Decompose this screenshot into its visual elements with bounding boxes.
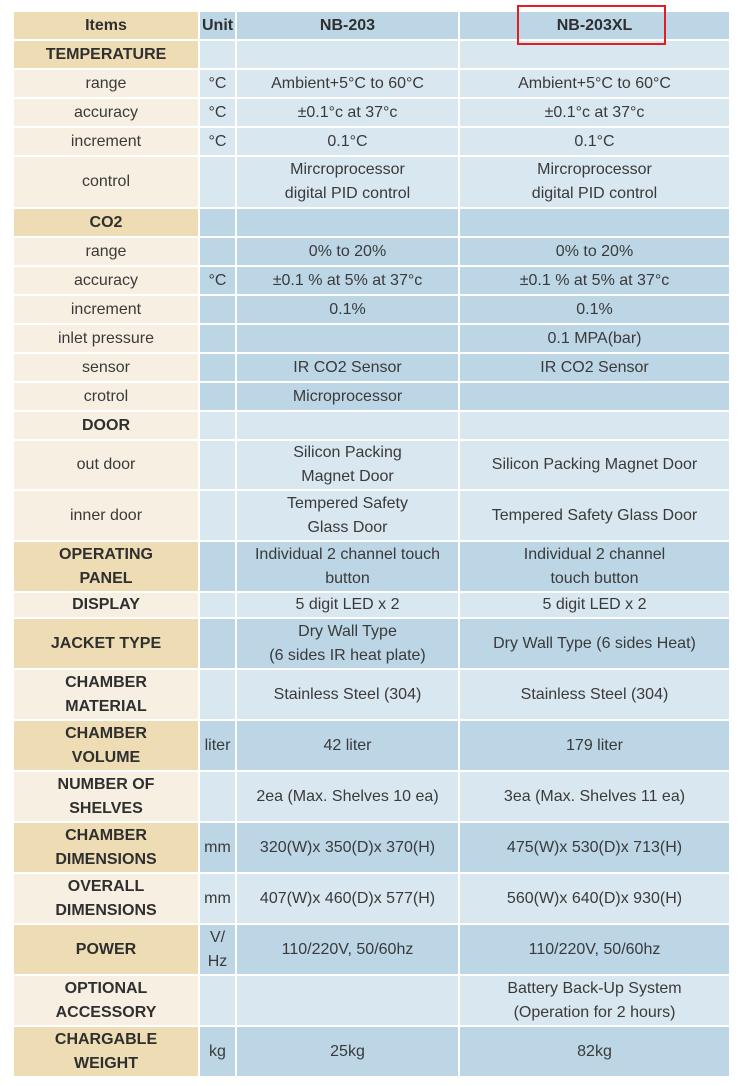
header-items: Items — [14, 12, 198, 39]
table-row — [14, 383, 729, 410]
row-label: CHARGABLE WEIGHT — [14, 1027, 198, 1076]
row-label: increment — [14, 128, 198, 155]
row-label: increment — [14, 296, 198, 323]
spec-table — [12, 10, 731, 1078]
row-label: out door — [14, 441, 198, 489]
cell-model-a: 0.1°C — [237, 128, 458, 155]
section-door: DOOR — [14, 412, 198, 439]
row-label: sensor — [14, 354, 198, 381]
cell-model-a: Individual 2 channel touch button — [237, 542, 458, 591]
table-row — [14, 128, 729, 155]
cell-model-b: Silicon Packing Magnet Door — [460, 441, 729, 489]
table-row — [14, 593, 729, 617]
cell-model-a: Microprocessor — [237, 383, 458, 410]
cell-model-a: Tempered Safety Glass Door — [237, 491, 458, 540]
cell-model-b: ±0.1 % at 5% at 37°c — [460, 267, 729, 294]
header-unit: Unit — [200, 12, 235, 39]
table-row — [14, 41, 729, 68]
cell-model-a: 0.1% — [237, 296, 458, 323]
table-row — [14, 542, 729, 591]
row-unit: °C — [200, 267, 235, 294]
cell-model-b: 179 liter — [460, 721, 729, 770]
row-label: CHAMBER MATERIAL — [14, 670, 198, 719]
highlight-box — [517, 5, 666, 45]
row-unit: °C — [200, 99, 235, 126]
row-unit: °C — [200, 70, 235, 97]
table-row — [14, 976, 729, 1025]
cell-model-b: Tempered Safety Glass Door — [460, 491, 729, 540]
cell-model-b: 0.1 MPA(bar) — [460, 325, 729, 352]
row-label: CHAMBER VOLUME — [14, 721, 198, 770]
table-row — [14, 925, 729, 974]
section-co2: CO2 — [14, 209, 198, 236]
table-row — [14, 325, 729, 352]
table-row — [14, 238, 729, 265]
cell-model-a: 25kg — [237, 1027, 458, 1076]
cell-model-a: Silicon Packing Magnet Door — [237, 441, 458, 489]
cell-model-a: Stainless Steel (304) — [237, 670, 458, 719]
cell-model-b: 82kg — [460, 1027, 729, 1076]
row-label: accuracy — [14, 99, 198, 126]
table-row — [14, 619, 729, 668]
cell-model-a: IR CO2 Sensor — [237, 354, 458, 381]
row-label: OPERATING PANEL — [14, 542, 198, 591]
cell-model-a: 407(W)x 460(D)x 577(H) — [237, 874, 458, 923]
cell-model-b: Stainless Steel (304) — [460, 670, 729, 719]
table-row — [14, 441, 729, 489]
row-unit: V/ Hz — [200, 925, 235, 974]
table-row — [14, 1027, 729, 1076]
cell-model-b: 560(W)x 640(D)x 930(H) — [460, 874, 729, 923]
row-label: accuracy — [14, 267, 198, 294]
cell-model-b: 0.1% — [460, 296, 729, 323]
header-model-a: NB-203 — [237, 12, 458, 39]
row-label: control — [14, 157, 198, 207]
row-label: inner door — [14, 491, 198, 540]
cell-model-a: Dry Wall Type (6 sides IR heat plate) — [237, 619, 458, 668]
cell-model-a: 42 liter — [237, 721, 458, 770]
row-label: OVERALL DIMENSIONS — [14, 874, 198, 923]
section-temperature: TEMPERATURE — [14, 41, 198, 68]
table-row — [14, 209, 729, 236]
row-label: OPTIONAL ACCESSORY — [14, 976, 198, 1025]
cell-model-b: 3ea (Max. Shelves 11 ea) — [460, 772, 729, 821]
cell-model-b: ±0.1°c at 37°c — [460, 99, 729, 126]
cell-model-a: ±0.1°c at 37°c — [237, 99, 458, 126]
cell-model-b: 0.1°C — [460, 128, 729, 155]
cell-model-a: 320(W)x 350(D)x 370(H) — [237, 823, 458, 872]
row-unit: kg — [200, 1027, 235, 1076]
table-row — [14, 354, 729, 381]
row-label: POWER — [14, 925, 198, 974]
table-row — [14, 874, 729, 923]
table-row — [14, 491, 729, 540]
table-row — [14, 157, 729, 207]
row-label: DISPLAY — [14, 593, 198, 617]
cell-model-a: 110/220V, 50/60hz — [237, 925, 458, 974]
table-row — [14, 772, 729, 821]
cell-model-b: Ambient+5°C to 60°C — [460, 70, 729, 97]
table-row — [14, 267, 729, 294]
cell-model-a: 0% to 20% — [237, 238, 458, 265]
row-label: CHAMBER DIMENSIONS — [14, 823, 198, 872]
row-unit: °C — [200, 128, 235, 155]
table-row — [14, 99, 729, 126]
row-label: range — [14, 238, 198, 265]
table-row — [14, 823, 729, 872]
cell-model-a: Ambient+5°C to 60°C — [237, 70, 458, 97]
cell-model-b: 0% to 20% — [460, 238, 729, 265]
cell-model-b: 475(W)x 530(D)x 713(H) — [460, 823, 729, 872]
cell-model-a: 5 digit LED x 2 — [237, 593, 458, 617]
row-label: inlet pressure — [14, 325, 198, 352]
cell-model-b: 110/220V, 50/60hz — [460, 925, 729, 974]
table-row — [14, 70, 729, 97]
cell-model-b: Individual 2 channel touch button — [460, 542, 729, 591]
table-row — [14, 670, 729, 719]
cell-model-b: 5 digit LED x 2 — [460, 593, 729, 617]
row-label: NUMBER OF SHELVES — [14, 772, 198, 821]
table-row — [14, 721, 729, 770]
row-unit: mm — [200, 874, 235, 923]
row-label: JACKET TYPE — [14, 619, 198, 668]
cell-model-b: Battery Back-Up System (Operation for 2 hours) — [460, 976, 729, 1025]
row-unit: mm — [200, 823, 235, 872]
cell-model-b: Dry Wall Type (6 sides Heat) — [460, 619, 729, 668]
table-row — [14, 412, 729, 439]
row-label: crotrol — [14, 383, 198, 410]
cell-model-b: Mircroprocessor digital PID control — [460, 157, 729, 207]
row-unit: liter — [200, 721, 235, 770]
row-label: range — [14, 70, 198, 97]
table-row — [14, 296, 729, 323]
cell-model-a: ±0.1 % at 5% at 37°c — [237, 267, 458, 294]
cell-model-a: Mircroprocessor digital PID control — [237, 157, 458, 207]
cell-model-b: IR CO2 Sensor — [460, 354, 729, 381]
cell-model-a: 2ea (Max. Shelves 10 ea) — [237, 772, 458, 821]
header-model-b: NB-203XL — [460, 12, 729, 39]
